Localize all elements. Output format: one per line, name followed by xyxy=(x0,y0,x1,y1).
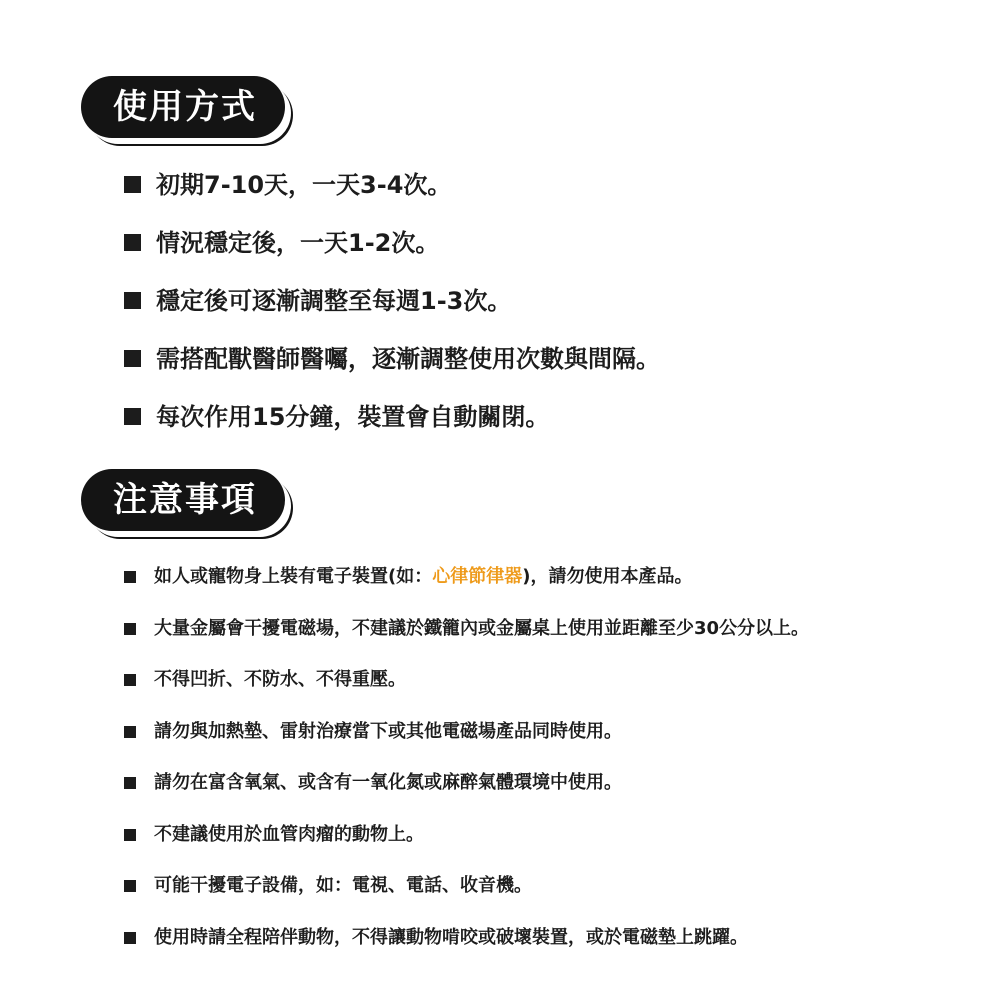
item-text-prefix: 如人或寵物身上裝有電子裝置(如： xyxy=(154,566,433,587)
list-item xyxy=(124,221,660,279)
section-title-usage: 使用方式 xyxy=(81,76,285,138)
square-bullet-icon xyxy=(124,932,136,944)
usage-list xyxy=(124,163,660,453)
list-item xyxy=(124,279,660,337)
square-bullet-icon xyxy=(124,234,141,251)
list-item xyxy=(124,714,809,766)
highlight-text: 心律節律器 xyxy=(432,566,523,587)
square-bullet-icon xyxy=(124,674,136,686)
item-text: 不建議使用於血管肉瘤的動物上。 xyxy=(154,823,424,845)
square-bullet-icon xyxy=(124,292,141,309)
list-item xyxy=(124,662,809,714)
list-item xyxy=(124,611,809,663)
item-text: 情況穩定後，一天1-2次。 xyxy=(156,229,440,257)
list-item xyxy=(124,163,660,221)
square-bullet-icon xyxy=(124,408,141,425)
square-bullet-icon xyxy=(124,880,136,892)
square-bullet-icon xyxy=(124,350,141,367)
list-item xyxy=(124,920,809,972)
item-text: 使用時請全程陪伴動物，不得讓動物啃咬或破壞裝置，或於電磁墊上跳躍。 xyxy=(154,926,748,948)
item-text-suffix: )，請勿使用本產品。 xyxy=(522,566,693,587)
square-bullet-icon xyxy=(124,623,136,635)
item-text: 可能干擾電子設備，如：電視、電話、收音機。 xyxy=(154,875,532,896)
square-bullet-icon xyxy=(124,176,141,193)
list-item xyxy=(124,337,660,395)
item-text: 請勿與加熱墊、雷射治療當下或其他電磁場產品同時使用。 xyxy=(154,720,622,742)
square-bullet-icon xyxy=(124,571,136,583)
list-item xyxy=(124,817,809,869)
square-bullet-icon xyxy=(124,829,136,841)
list-item xyxy=(124,395,660,453)
notes-list xyxy=(124,559,809,971)
list-item xyxy=(124,765,809,817)
square-bullet-icon xyxy=(124,777,136,789)
item-text: 每次作用15分鐘，裝置會自動關閉。 xyxy=(156,403,550,431)
square-bullet-icon xyxy=(124,726,136,738)
item-text: 請勿在富含氧氣、或含有一氧化氮或麻醉氣體環境中使用。 xyxy=(154,772,622,793)
item-text: 不得凹折、不防水、不得重壓。 xyxy=(154,669,406,690)
list-item xyxy=(124,559,809,611)
item-text: 穩定後可逐漸調整至每週1-3次。 xyxy=(156,287,512,315)
item-text: 需搭配獸醫師醫囑，逐漸調整使用次數與間隔。 xyxy=(156,345,660,373)
item-text: 大量金屬會干擾電磁場，不建議於鐵籠內或金屬桌上使用並距離至少30公分以上。 xyxy=(154,617,810,639)
item-text: 初期7-10天，一天3-4次。 xyxy=(156,171,452,199)
section-title-notes: 注意事項 xyxy=(81,469,285,531)
list-item xyxy=(124,868,809,920)
